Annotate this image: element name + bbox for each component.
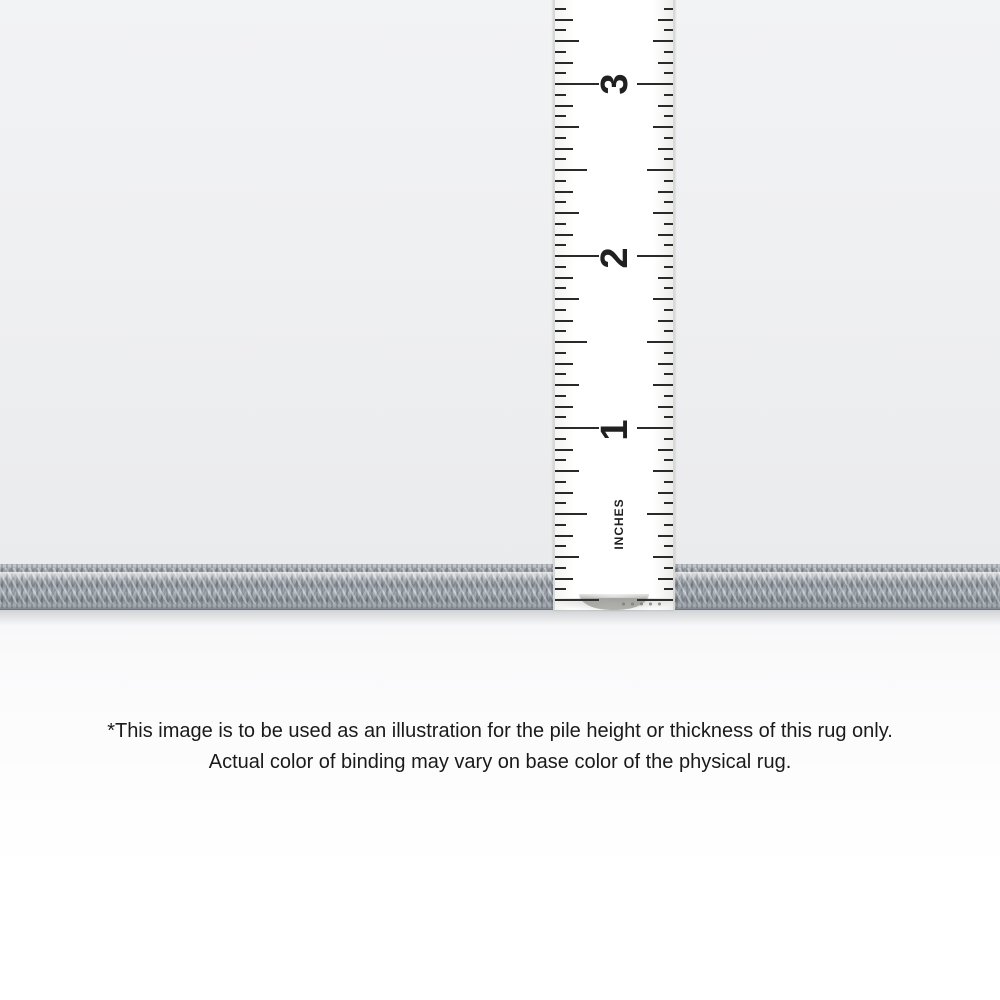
ruler-tick <box>555 513 587 515</box>
ruler-tick-mirror <box>664 330 673 332</box>
ruler-tick <box>555 438 566 440</box>
ruler-tick-mirror <box>664 8 673 10</box>
ruler-tick <box>555 384 579 386</box>
ruler-tick <box>555 287 566 289</box>
ruler-tick-mirror <box>664 416 673 418</box>
ruler-tick-mirror <box>653 556 673 558</box>
ruler-base-shadow <box>548 598 682 612</box>
ruler-tick <box>555 449 573 451</box>
ruler-tick-mirror <box>664 29 673 31</box>
ruler-tick-mirror <box>658 191 673 193</box>
ruler-tick-mirror <box>664 266 673 268</box>
ruler-tick-mirror <box>664 180 673 182</box>
ruler-tick <box>555 8 566 10</box>
ruler-tick-mirror <box>653 126 673 128</box>
ruler-tick <box>555 137 566 139</box>
ruler-tick <box>555 395 566 397</box>
caption-line-2: Actual color of binding may vary on base color of the physical rug. <box>208 751 792 773</box>
ruler-tick-mirror <box>653 298 673 300</box>
ruler-tick-mirror <box>637 83 673 85</box>
ruler-tick-mirror <box>664 395 673 397</box>
ruler-tick-mirror <box>664 502 673 504</box>
ruler-tick-mirror <box>653 470 673 472</box>
ruler-tick <box>555 481 566 483</box>
ruler-tick <box>555 126 579 128</box>
ruler-tick-mirror <box>664 158 673 160</box>
ruler-tick <box>555 373 566 375</box>
ruler-number-1: 1 <box>594 419 636 441</box>
ruler-tick-mirror <box>664 223 673 225</box>
ruler-tick-mirror <box>664 459 673 461</box>
ruler-tick <box>555 148 573 150</box>
ruler-tick <box>555 406 573 408</box>
ruler-tick <box>555 158 566 160</box>
ruler-tick-mirror <box>664 309 673 311</box>
ruler-tick <box>555 556 579 558</box>
ruler-tick-mirror <box>647 341 673 343</box>
ruler-tick-mirror <box>664 567 673 569</box>
ruler-tick-mirror <box>658 406 673 408</box>
ruler-tick <box>555 201 566 203</box>
ruler-right-edge <box>673 0 675 610</box>
ruler-tick <box>555 545 566 547</box>
ruler-tick-mirror <box>664 201 673 203</box>
ruler-tick <box>555 535 573 537</box>
ruler-tick <box>555 40 579 42</box>
ruler-tick-mirror <box>658 535 673 537</box>
ruler-tick-mirror <box>658 105 673 107</box>
ruler-tick-mirror <box>664 481 673 483</box>
ruler-tick <box>555 320 573 322</box>
ruler-tick <box>555 29 566 31</box>
ruler-tick-mirror <box>637 427 673 429</box>
ruler-tick <box>555 94 566 96</box>
ruler-tick-mirror <box>664 51 673 53</box>
ruler-tick <box>555 578 573 580</box>
ruler-tick <box>555 470 579 472</box>
ruler-tick <box>555 567 566 569</box>
rug-drop-shadow <box>0 610 1000 626</box>
ruler-tick <box>555 352 566 354</box>
ruler-tick-mirror <box>658 62 673 64</box>
ruler-number-2: 2 <box>594 247 636 269</box>
ruler-tick-mirror <box>664 438 673 440</box>
ruler-tick <box>555 191 573 193</box>
ruler-tick <box>555 51 566 53</box>
ruler-tick-mirror <box>664 115 673 117</box>
caption-line-1: *This image is to be used as an illustration for the pile height or thickness of this rug only. <box>107 720 893 742</box>
ruler-tick-mirror <box>647 513 673 515</box>
ruler-tick-mirror <box>664 287 673 289</box>
ruler-tick <box>555 524 566 526</box>
ruler-unit-label: INCHES <box>612 498 626 550</box>
ruler-tick <box>555 244 566 246</box>
ruler-tick <box>555 298 579 300</box>
ruler-tick-mirror <box>664 244 673 246</box>
ruler-tick-mirror <box>637 255 673 257</box>
rug-binding-edge <box>0 560 1000 612</box>
ruler-tick <box>555 115 566 117</box>
rug-top-highlight <box>0 572 1000 579</box>
ruler-number-3: 3 <box>594 73 636 95</box>
ruler-tick <box>555 169 587 171</box>
ruler-tick-mirror <box>653 212 673 214</box>
ruler-tick <box>555 266 566 268</box>
ruler-tick-mirror <box>658 492 673 494</box>
ruler-tick-mirror <box>664 94 673 96</box>
ruler-tick <box>555 223 566 225</box>
ruler-tick-mirror <box>658 578 673 580</box>
ruler-left-edge <box>553 0 555 610</box>
ruler-tick-mirror <box>658 363 673 365</box>
ruler-tick-mirror <box>653 384 673 386</box>
ruler-tick-mirror <box>658 449 673 451</box>
ruler-tick-mirror <box>664 524 673 526</box>
ruler-tick-mirror <box>653 40 673 42</box>
ruler-tick-mirror <box>664 588 673 590</box>
ruler-tick <box>555 234 573 236</box>
ruler-tick-mirror <box>664 137 673 139</box>
ruler-tick-mirror <box>658 277 673 279</box>
ruler-tick <box>555 19 573 21</box>
ruler-tick-mirror <box>664 545 673 547</box>
ruler-tick <box>555 588 566 590</box>
ruler-tick-mirror <box>658 320 673 322</box>
ruler-tick <box>555 212 579 214</box>
ruler-tick <box>555 492 573 494</box>
ruler-tick <box>555 330 566 332</box>
ruler-tick-mirror <box>664 72 673 74</box>
ruler-tick-mirror <box>658 19 673 21</box>
ruler-tick <box>555 105 573 107</box>
ruler <box>553 0 675 610</box>
ruler-tick-mirror <box>647 169 673 171</box>
ruler-tick <box>555 72 566 74</box>
ruler-tick <box>555 62 573 64</box>
ruler-tick-mirror <box>658 234 673 236</box>
caption <box>0 716 1000 778</box>
ruler-tick <box>555 341 587 343</box>
ruler-tick <box>555 180 566 182</box>
ruler-tick <box>555 363 573 365</box>
ruler-tick <box>555 459 566 461</box>
ruler-tick-mirror <box>664 352 673 354</box>
ruler-tick-mirror <box>658 148 673 150</box>
ruler-tick-mirror <box>664 373 673 375</box>
ruler-tick <box>555 277 573 279</box>
ruler-tick <box>555 416 566 418</box>
background-floor <box>0 566 1000 1000</box>
ruler-tick <box>555 309 566 311</box>
ruler-tick <box>555 502 566 504</box>
